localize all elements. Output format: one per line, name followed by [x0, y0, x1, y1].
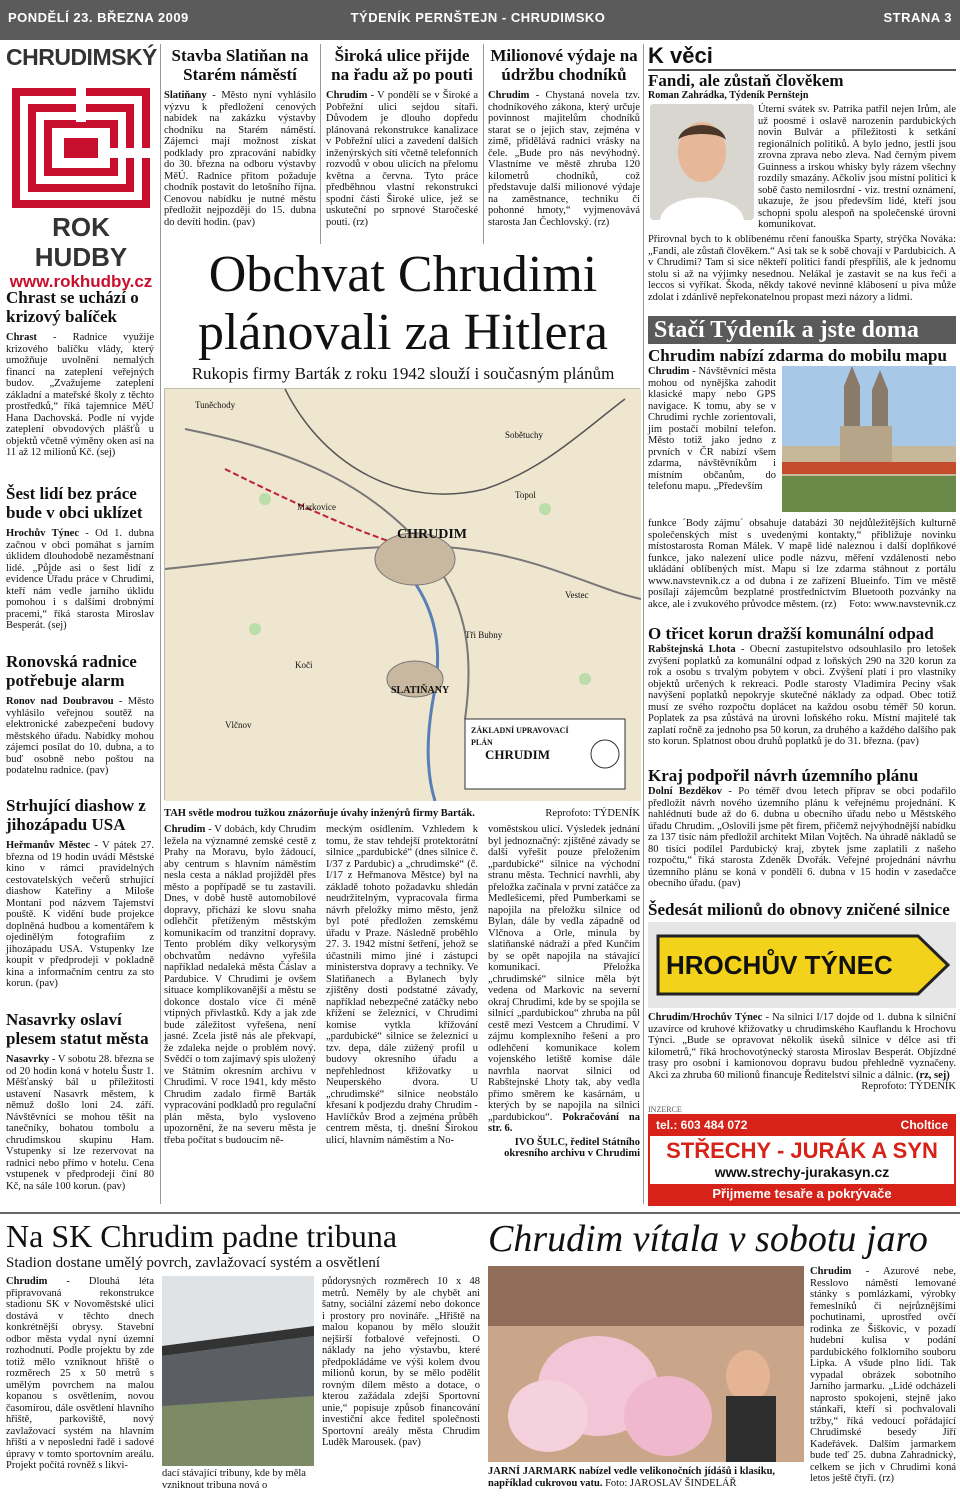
article-title: Chrudim nabízí zdarma do mobilu mapu — [648, 346, 947, 365]
article-title: Šest lidí bez práce bude v obci uklízet — [6, 484, 143, 522]
map-label: Topol — [515, 490, 536, 500]
article-body: Hrochův Týnec - Od 1. dubna začnou v obci pomáhat s jarním úklidem dlouhodobě nezaměstnaní lidé. „Půjde asi o šest lidí z evidence Úřadu práce v Chrudimi, kteří nám vedle jarního úklidu pomohou i s dalšími drobnými pracemi,“ říká starosta Miroslav Besperát. (sej) — [6, 528, 155, 631]
article-silnice — [648, 900, 956, 919]
article-nasavrky — [6, 1010, 154, 1192]
fair-photo-caption: JARNÍ JARMARK nabízel vedle velikonočních jídášů i klasiku, například cukrovou vatu. Foto: JAROSLAV ŠINDELÁŘ — [488, 1466, 776, 1489]
fair-photo — [488, 1266, 804, 1462]
article-odpad — [648, 624, 956, 748]
article-title: Nasavrky oslaví plesem statut města — [6, 1010, 149, 1048]
stadium-photo — [162, 1276, 314, 1466]
main-headline — [166, 246, 640, 384]
article-chrast — [6, 288, 154, 459]
article-body: Slatiňany - Město nyní vyhlásilo výzvu k předložení cenových nabídek na zakázku výstavby chodníku na Starém náměstí. Zájemci mají možnost získat podklady pro zpracování nabídky do 30. března na odboru výstavby MěÚ. Radnice přitom požaduje chodník postavit do letošního října. Cenovou nabídku je nutné městu předložit nejpozději do 15. dubna do devíti hodin. (pav) — [164, 90, 316, 228]
ad-label: INZERCE — [648, 1105, 682, 1114]
stadium-photo-caption: dací stávající tribuny, kde by měla vzniknout tribuna nová o — [162, 1468, 306, 1491]
ad-phone-bar: tel.: 603 484 072 Choltice — [650, 1116, 954, 1136]
article-body: Nasavrky - V sobotu 28. března se od 20 hodin koná v hotelu Šustr 1. Měšťanský bál u příležitosti ustavení Nasavrk městem, k němuž došlo loni 24. září. Návštěvníci se mohou těšit na tanečníky, bohatou tombolu a chrudimskou skupinu Ham. Vstupenky si lze rezervovat na radnici nebo přímo v hotelu. Cena vstupenek v předprodeji činí 80 Kč, na sále 100 korun. (pav) — [6, 1054, 154, 1192]
article-body: Chrudim - Dlouhá léta připravovaná rekonstrukce stadionu SK v Novoměstské ulici dostává v těchto dnech konkrétnější obrysy. Stavební odbor města vydal nyní územní rozhodnutí. Podle projektu by zde totiž mělo vzniknout hřiště o rozměrech 25 x 50 metrů s umělým povrchem na malou kopanou s osvětlením, novou časomírou, dále osvětlení hlavního hřiště, parkoviště, nový zavlažovací systém na hlavním hřišti a v neposlední řadě i sadové úpravy v tomto sportovním areálu. Projekt počítá rovněž s likvi- — [6, 1276, 154, 1471]
k-veci-column — [648, 44, 956, 101]
article-diashow — [6, 796, 154, 990]
main-title-1: Obchvat Chrudimi — [208, 246, 598, 303]
article-body: Chrudim - V pondělí se v Široké a Pobřežní ulici sejdou sítaři. Důvodem je dlouho dopředu plánovaná rekonstrukce kanalizace v Pobřežní ulici a zavedení dalších inženýrských sítí včetně telefonních rozvodů v obou ulicích na přelomu května a června. Tyto práce předběhnou vlastní rekonstrukci spodní části Široké ulice, jež se uskuteční po srpnové Staročeské pouti. (rz) — [326, 90, 478, 228]
map-label: Markovice — [297, 502, 336, 512]
article-title: Stavba Slatiňan na Starém náměstí — [171, 46, 309, 84]
article-mobile-map — [648, 346, 956, 365]
map-label: Vestec — [565, 590, 589, 600]
rok-hudby-logo — [6, 44, 157, 291]
map-label: Tuněchody — [195, 400, 236, 410]
article-sest-lidi — [6, 484, 154, 632]
map-plan-city: CHRUDIM — [485, 747, 550, 762]
header-title: TÝDENÍK PERNŠTEJN - CHRUDIMSKO — [350, 10, 606, 25]
map-plan-title: ZÁKLADNÍ UPRAVOVACÍ PLÁN — [471, 726, 569, 747]
logo-mark-icon — [6, 72, 156, 212]
article-body: Ronov nad Doubravou - Město vyhlásilo veřejnou soutěž na elektronické zabezpečení budovy městského úřadu. Nabídky mohou zájemci posílat do 10. dubna, a to buď osobně nebo poštou na podatelnu radnice. (pav) — [6, 696, 154, 776]
historic-map — [164, 388, 640, 800]
article-title: Strhující diashow z jihozápadu USA — [6, 796, 146, 834]
article-body: Chrudim - Chystaná novela tzv. chodníkového zákona, který určuje povinnost majitelům chodníků starat se o jejich stav, zejména v zimě, přidělává radnici vrásky na čele. „Bude pro nás nevýhodný. Vlastníme ve městě zhruba 120 kilometrů chodníků, což představuje další milionové výdaje na zaměstnance, techniku či pohonné hmoty,“ vyjmenovává starosta Jan Čechlovský. (rz) — [488, 90, 640, 228]
main-col-2: meckým osídlením. Vzhledem k tomu, že stav tehdejší protektorátní silnice „pardubické“ (dnes silnice č. I/37 z Pardubic) a „chrudimské“ (č. I/17 z Heřmanova Městce) byl na základě tohoto požadavku shledán neudržitelným, vypracovala firma návrh přeložky mimo město, jenž byl poté předložen zemskému úřadu v Praze. Následně proběhlo 27. 3. 1942 místní šetření, jehož se účastnili mimo jiné i zástupci ministerstva dopravy a techniky. Ve Slatiňanech a Bylanech byly zjištěny dosti podstatné závady, například nebezpečné zatáčky nebo křížení se železnicí, v Chrudimi komise vytkla křížování „pardubické“ silnice se železnicí u tzv. depa, dále zúžený profil u budovy okresního úřadu a nepřehlednost křižovatky u Neuperského dvora. U „chrudimské“ silnice neobstálo křesaní k podjezdu drahy Chrudim - Havlíčkův Brod a zejména průběh centrem města, tj. dnešní Širokou ulicí, hlavním náměstím a No- — [326, 824, 478, 1146]
article-chodniky — [488, 46, 640, 228]
ad-name: STŘECHY - JURÁK A SYN — [666, 1138, 938, 1163]
ad-banner[interactable] — [648, 1114, 956, 1206]
article-body: Chrudim/Hrochův Týnec - Na silnici I/17 dojde od 1. dubna k silniční uzavírce od kruhové křižovatky u chrudimského Kauflandu k Hrochovu Týnci. „Bude se opravovat několik úseků silnice v délce asi tři kilometrů,“ říká hrochovotýnecký starosta Miroslav Besperát. Objízdné trasy pro osobní i kamionovou dopravu budou přehledně vyznačeny. Akci za zhruba 60 milionů financuje Ředitelství silnic a dálnic. (rz, sej) Reprofoto: TÝDENÍK — [648, 1012, 957, 1092]
k-veci-text-2: Přirovnal bych to k oblíbenému rčení fanouška Sparty, strýčka Nováka: „Fandi, ale zůstaň člověkem.“ Asi tak se k sobě chovají v Pardubicích. A v Chrudimi? Tam si sice někteří politici fandí přespříliš, ale k jednomu stolu si až na výjimky nesednou. Nelákal je zastavit se na kus řeči a leccos si vyříkat. Škoda, někdy takové nevinné klábosení u piva může zdolat i zdánlivě nepřekonatelnou propast mezi názory a lidmi. — [648, 234, 956, 303]
author-photo — [650, 104, 754, 220]
article-body: Chrast - Radnice využije krizového balíčku vlády, který umožňuje uvolnění nemalých financí na zateplení veřejných budov. „Zvažujeme zateplení základní a mateřské školy z těchto prostředků,“ říká tajemnice MěÚ Hana Dachovská. Podle ní vyjde zateplení obvodových plášťů u objektů včetně výměny oken asi na 11 až 12 milionů Kč. (sej) — [6, 332, 154, 458]
article-jaro-title: Chrudim vítala v sobotu jaro — [488, 1218, 928, 1260]
article-title: Milionové výdaje na údržbu chodníků — [490, 46, 638, 84]
article-body: Dolní Bezděkov - Po téměř dvou letech příprav se obci podařilo předložit návrh nového územního plánu k veřejnému projednání. K nahlédnutí bude až do 6. dubna u obecního úřadu nebo u Městského úřadu Chrudim. „Oslovili jsme pět firem, přičemž nejvýhodnější nabídku za 137 tisíc nám předložil architekt Milan Vojtěch. Na úhradě nákladů se 80 tisíci podílel Pardubický kraj, zbytek jsme zaplatili z našeho rozpočtu,“ říká starosta Zdeněk Dvořák. Veřejné projednání návrhu územního plánu se koná v pondělí 6. dubna v 15 hodin v zasedačce obecního úřadu. (pav) — [648, 786, 956, 889]
article-subtitle: Stadion dostane umělý povrch, zavlažovací systém a osvětlení — [6, 1255, 381, 1271]
main-title-2: plánovali za Hitlera — [197, 304, 609, 361]
main-col-1: Chrudim - V dobách, kdy Chrudim ležela na významné zemské cestě z Prahy na Moravu, bylo žádoucí, aby centrum s hlavním náměstím nesla cesta a náklad projížděl přes město a popřípadě se tu zastavili. Dnes, v době hustě automobilové dopravy, přichází ke slovu snaha odlehčit přetíženým městským komunikacím od tranzitní dopravy. Tento problém díky velkorysým obchvatům nedávno vyřešila například nedaleká města Čáslav a Pardubice. V Chrudimi je ovšem situace komplikovanější a městu se dokonce dostalo více či méně vtipných přívlastků. Kdy a jak zde bude záležitost vyřešena, není jasné. Zcela jistě nás ale překvapí, že zdaleka nejde o problém nový. Svědčí o tom zajímavý spis uložený ve Státním okresním archivu v Chrudimi. V roce 1941, kdy město Chrudim zadalo firmě Barták vypracování podkladů pro regulační plán města, bylo vysloveno upozornění, že na severu města je třeba počítat s budoucím ně- — [164, 824, 316, 1146]
header-date: PONDĚLÍ 23. BŘEZNA 2009 — [8, 10, 189, 25]
article-slatinany — [164, 46, 316, 228]
article-body: Chrudim - Návštěvníci města mohou od nynějška zahodit klasické mapy nebo GPS navigace. K tomu, aby se v Chrudimi rychle zorientovali, jim postačí mobilní telefon. Město totiž jako jedno z prvních v ČR nabízí všem zdarma, návštěvníkům i místním občanům, do telefonu mapu. „Především — [648, 366, 776, 492]
ad-slogan: Přijmeme tesaře a pokrývače — [650, 1184, 954, 1204]
map-label: Tři Bubny — [465, 630, 503, 640]
main-col-3: voměstskou ulicí. Výsledek jednání byl jednoznačný: zjištěné závady se další vyřešit pouze přeložením „pardubické“ silnice na východní stranu města. Technicí navrhli, aby přeložka začínala v první zatáčce za Medlešicemi, před Pumberkami se napojila na přeložku silnice od Bylan, dále by vedla západně od Vlčnova a Orle, minula by slatiňanské nádraží a před Kunčím by se opět napojila na stávající komunikaci. Přeložka „chrudimské“ silnice měla být vedena od Markovic na severní okraj Chrudimi, kde by se spojila se silnicí „pardubickou“ zhruba na půl cestě mezi Vestcem a Chrudimí. V zájmu komplexního řešení a pro odlehčení komunikace kolem vojenského letiště komise dále navrhla naorvat silnici od Rabštejnské Lhoty tak, aby vedla přímo směrem ke kasárnám, u kterých by se napojila na silnici „pardubickou“. Pokračování na str. 6. IVO ŠULC, ředitel Státního okresního archivu v Chrudimi — [488, 824, 641, 1159]
header-page: STRANA 3 — [883, 10, 952, 25]
article-body: funkce ´Body zájmu´ obsahuje databázi 30 nejdůležitějších kulturně společenských míst s uvedenými kontakty,“ přibližuje novinku místostarosta Roman Málek. V mapě lidé naleznou i další doplňkové funkce, jako nalezení ulice podle názvu, měření vzdáleností nebo ukládání oblíbených míst. Mapu si lze zdarma stáhnout z portálu www.navstevnik.cz a od dubna i ze zařízení Blueinfo. Tím ve městě posílají zájemcům bezplatné prostřednictvím Bluetooth pozvánky na akce, ale i zvukového průvodce městem. (rz) Foto: www.navstevnik.cz — [648, 518, 956, 610]
article-title: Chrast se uchází o krizový balíček — [6, 288, 139, 326]
logo-line2: ROK HUDBY — [34, 212, 128, 272]
article-body: Rabštejnská Lhota - Obecní zastupitelstvo odsouhlasilo pro letošek zvýšení poplatků za komunální odpad z loňských 290 na 320 korun za rok a osobu s trvalým pobytem v obci. Zvýšení platí i pro vlastníky objektů určených k rekreaci. Podle starosty Vladimíra Peciny však navýšení poplatků nepokryje skutečné náklady za odpad. Obec totiž musí ze svého rozpočtu doplácet na každou osobu téměř 50 korun. Poplatek za psa zůstává na úrovni loňského roku. Místní majitelé tak zaplatí ročně za jednoho psa 50 korun, za druhého a každého dalšího pak sto korun. Splatnost obou druhů poplatků je do 31. března. (pav) — [648, 644, 956, 747]
map-label: Kočí — [295, 660, 313, 670]
promo-banner: Stačí Týdeník a jste doma — [648, 316, 956, 344]
k-veci-author: Roman Zahrádka, Týdeník Pernštejn — [648, 90, 809, 101]
article-body: Heřmanův Městec - V pátek 27. března od 19 hodin uvádí Městské kino v rámci pravidelných cestovatelských večerů strhující diashow Kateřiny a Miloše Montani pod názvem Tajemství pouště. K vidění bude projekce doplněná hudbou a komentářem k ojedinělým fotografiím z jihozápadu USA. Vstupenky lze koupit v předprodeji v pokladně kina a informačním centru za sto korun. (pav) — [6, 840, 154, 989]
article-title: Šedesát milionů do obnovy zničené silnice — [648, 900, 950, 919]
article-title: Ronovská radnice potřebuje alarm — [6, 652, 137, 690]
chrudim-photo — [782, 366, 956, 512]
article-title: Široká ulice přijde na řadu až po pouti — [331, 46, 473, 84]
k-veci-label: K věci — [648, 43, 713, 68]
road-sign-photo — [648, 922, 956, 1008]
article-body: Chrudim - Azurové nebe, Resslovo náměstí lemované stánky s pomlázkami, výrobky řemeslníků či nejrůznějšími pochutinami, uprostřed ovčí rodinka ze Šiškovic, v pozadí hudební kulisa v podání pardubického folklorního souboru Lipka. A všude plno lidí. Tak vypadal obrázek sobotního Jarního jarmarku. „Lidé odcházeli naprosto spokojeni, stejně jako stánkaři, kteří si pochvalovali tržby,“ říká vedoucí pořádající Chrudimské besedy Jiří Kadeřávek. Dalším jarmarkem bude teď 25. dubna Zahradnický, celkem se jich v Chrudimi koná letos ještě čtyři. (rz) — [810, 1266, 956, 1484]
map-label: Sobětuchy — [505, 430, 543, 440]
article-title: O třicet korun dražší komunální odpad — [648, 624, 934, 643]
article-title: Kraj podpořil návrh územního plánu — [648, 766, 919, 785]
map-label: CHRUDIM — [397, 527, 467, 542]
article-ronov — [6, 652, 154, 777]
map-label: SLATIŇANY — [391, 685, 450, 696]
ad-web[interactable]: www.strechy-jurakasyn.cz — [714, 1164, 890, 1180]
main-subtitle: Rukopis firmy Barták z roku 1942 slouží i současným plánům — [191, 364, 615, 383]
road-sign-text: HROCHŮV TÝNEC — [666, 950, 893, 980]
article-uzemni-plan — [648, 766, 956, 890]
map-caption: TAH světle modrou tužkou znázorňuje úvahy inženýrů firmy Barták. Reprofoto: TÝDENÍK — [164, 808, 640, 819]
logo-url[interactable]: www.rokhudby.cz — [9, 272, 153, 291]
article-body: půdorysných rozměrech 10 x 48 metrů. Neměly by ale chybět ani šatny, sociální zázemí nebo dokonce i prostory pro novináře. „Hřiště na malou kopanou by mělo sloužit nejširší fotbalové veřejnosti. O náklady na jeho výstavbu, které předpokládáme ve výši kolem dvou milionů korun, by se mělo podělit rovným dílem město a dotace, o kterou zažádala zdejší Sportovní unie,“ popisuje způsob financování investiční akce ředitel společnosti Sportovní areály města Chrudim Luděk Marousek. (pav) — [322, 1276, 480, 1448]
k-veci-text-1: Úterní svátek sv. Patrika patřil nejen Irům, ale už poosmé i oslavě narozenin pardubických novin Bulvár a příležitosti k setkání regionálních politiků. A bylo jedno, jestli jsou zrovna zprava nebo zleva. Nad černým pivem Guinness a irskou whisky byly rázem všechny rozdíly smazány. Ačkoliv jsou místní politici k sobě často nemilosrdní - viz. trestní oznámení, ukazuje, že jsou především lidé, kteří jsou schopni spolu alespoň na společenské úrovni komunikovat. — [758, 104, 956, 230]
logo-line1: CHRUDIMSKÝ — [6, 44, 157, 70]
map-label: Vlčnov — [225, 720, 252, 730]
article-siroka — [326, 46, 478, 228]
page-header — [0, 0, 960, 40]
article-stadion — [6, 1218, 482, 1272]
main-author: IVO ŠULC, ředitel Státního okresního archivu v Chrudimi — [504, 1136, 640, 1159]
article-title: Na SK Chrudim padne tribuna — [6, 1218, 398, 1254]
k-veci-title: Fandi, ale zůstaň člověkem — [648, 71, 844, 90]
